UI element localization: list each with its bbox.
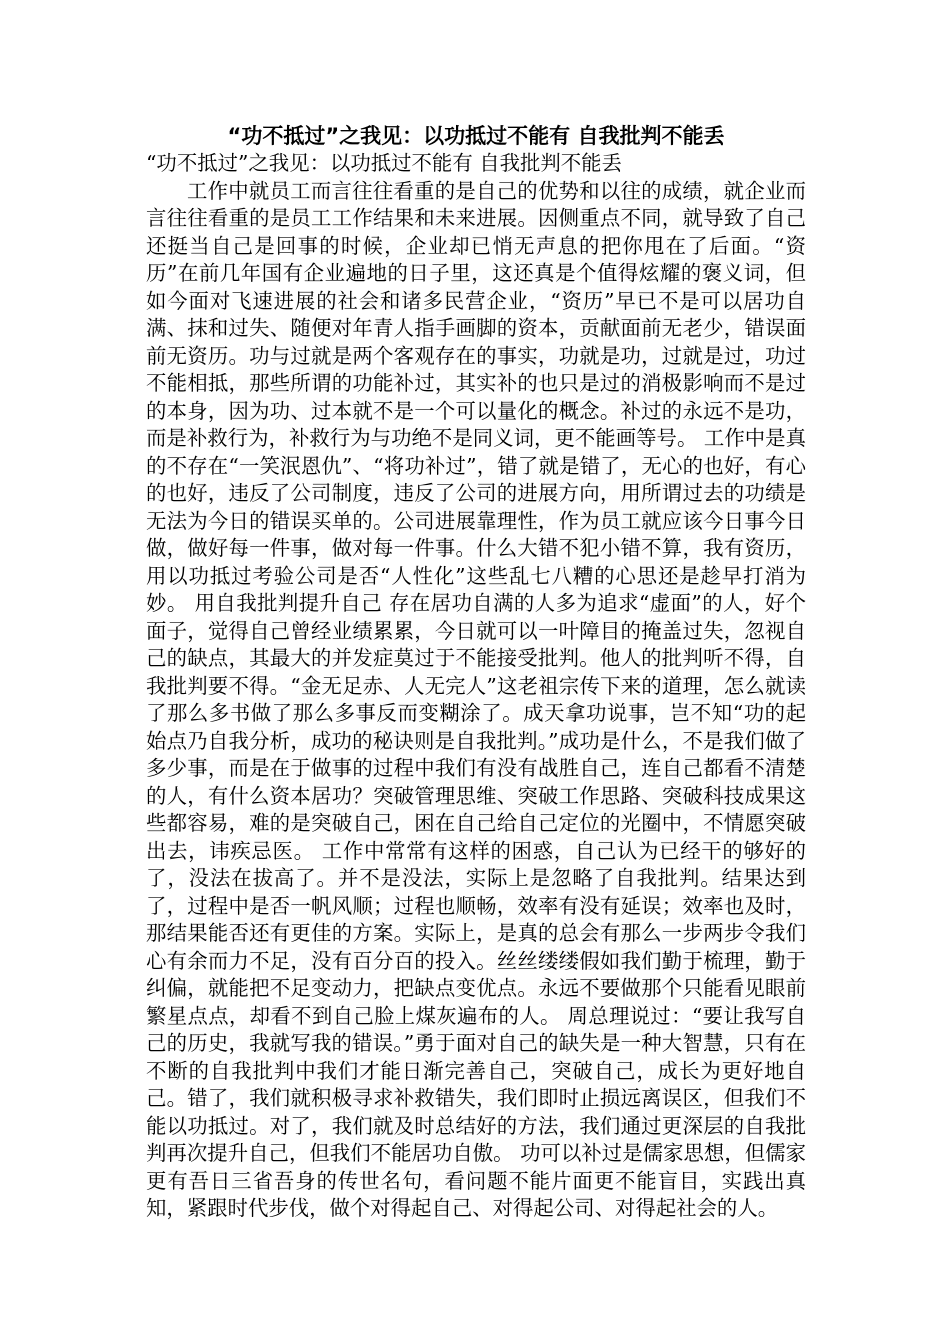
document-body — [146, 150, 806, 1223]
document-title: “功不抵过”之我见：以功抵过不能有 自我批判不能丢 — [227, 124, 725, 148]
body-paragraph: 工作中就员工而言往往看重的是自己的优势和以往的成绩，就企业而言往往看重的是员工工作结果和未来进展。因侧重点不同，就导致了自己还挺当自己是回事的时候，企业却已悄无声息的把你甩在了后面。“资历”在前几年国有企业遍地的日子里，这还真是个值得炫耀的褒义词，但如今面对飞速进展的社会和诸多民营企业，“资历”早已不是可以居功自满、抹和过失、随便对年青人指手画脚的资本，贡献面前无老少，错误面前无资历。功与过就是两个客观存在的事实，功就是功，过就是过，功过不能相抵，那些所谓的功能补过，其实补的也只是过的消极影响而不是过的本身，因为功、过本就不是一个可以量化的概念。补过的永远不是功，而是补救行为，补救行为与功绝不是同义词，更不能画等号。 工作中是真的不存在“一笑泯恩仇”、“将功补过”，错了就是错了，无心的也好，有心的也好，违反了公司制度，违反了公司的进展方向，用所谓过去的功绩是无法为今日的错误买单的。公司进展靠理性，作为员工就应该今日事今日做，做好每一件事，做对每一件事。什么大错不犯小错不算，我有资历，用以功抵过考验公司是否“人性化”这些乱七八糟的心思还是趁早打消为妙。 用自我批判提升自己 存在居功自满的人多为追求“虚面”的人，好个面子，觉得自己曾经业绩累累，今日就可以一叶障目的掩盖过失，忽视自己的缺点，其最大的并发症莫过于不能接受批判。他人的批判听不得，自我批判要不得。“金无足赤、人无完人”这老祖宗传下来的道理，怎么就读了那么多书做了那么多事反而变糊涂了。成天拿功说事，岂不知“功的起始点乃自我分析，成功的秘诀则是自我批判。”成功是什么，不是我们做了多少事，而是在于做事的过程中我们有没有战胜自己，连自己都看不清楚的人，有什么资本居功？突破管理思维、突破工作思路、突破科技成果这些都容易，难的是突破自己，困在自己给自己定位的光圈中，不情愿突破出去，讳疾忌医。 工作中常常有这样的困惑，自己认为已经干的够好的了，没法在拔高了。并不是没法，实际上是忽略了自我批判。结果达到了，过程中是否一帆风顺；过程也顺畅，效率有没有延误；效率也及时，那结果能否还有更佳的方案。实际上，是真的总会有那么一步两步令我们心有余而力不足，没有百分百的投入。丝丝缕缕假如我们勤于梳理，勤于纠偏，就能把不足变动力，把缺点变优点。永远不要做那个只能看见眼前繁星点点，却看不到自己脸上煤灰遍布的人。 周总理说过：“要让我写自己的历史，我就写我的错误。”勇于面对自己的缺失是一种大智慧，只有在不断的自我批判中我们才能日渐完善自己，突破自己，成长为更好地自己。错了，我们就积极寻求补救错失，我们即时止损远离误区，但我们不能以功抵过。对了，我们就及时总结好的方法，我们通过更深层的自我批判再次提升自己，但我们不能居功自傲。 功可以补过是儒家思想，但儒家更有吾日三省吾身的传世名句，看问题不能片面更不能盲目，实践出真知，紧跟时代步伐，做个对得起自己、对得起公司、对得起社会的人。 — [146, 178, 806, 1220]
document-subtitle: “功不抵过”之我见：以功抵过不能有 自我批判不能丢 — [146, 151, 622, 175]
